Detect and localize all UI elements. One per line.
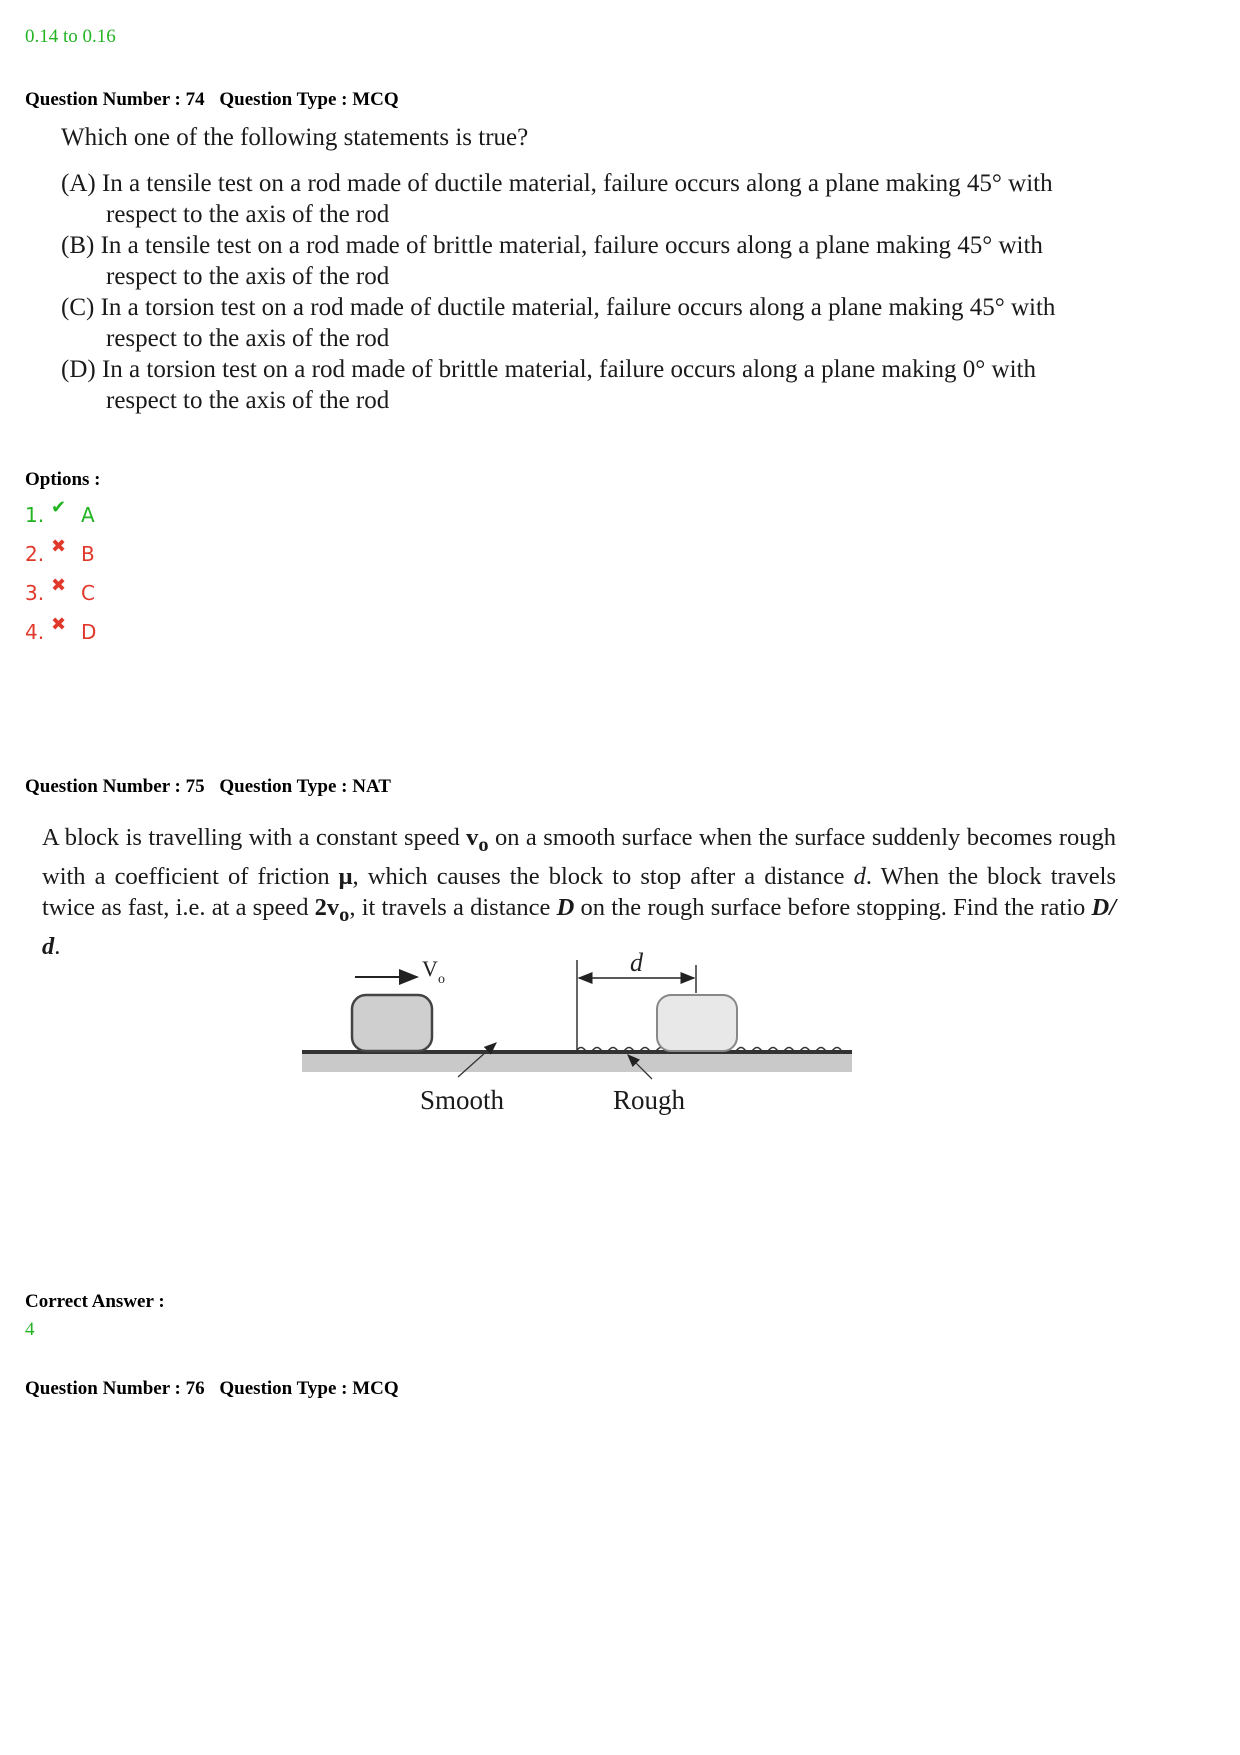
q75-answer-value: 4 bbox=[25, 1319, 35, 1340]
q74-statement-a: (A) In a tensile test on a rod made of ductile material, failure occurs along a plane making 45° with bbox=[61, 170, 1053, 197]
q75-header bbox=[25, 776, 401, 798]
block-rough bbox=[657, 995, 737, 1051]
q76-type: Question Type : MCQ bbox=[219, 1378, 399, 1399]
q76-number: Question Number : 76 bbox=[25, 1378, 205, 1399]
velocity-subscript: o bbox=[438, 972, 445, 987]
rough-label: Rough bbox=[613, 1085, 686, 1115]
q74-type: Question Type : MCQ bbox=[219, 89, 399, 110]
option-number: 1. bbox=[25, 502, 45, 527]
q75-type: Question Type : NAT bbox=[219, 776, 391, 797]
q74-options-label: Options : bbox=[25, 469, 101, 490]
option-2 bbox=[25, 534, 96, 573]
option-number: 3. bbox=[25, 580, 45, 605]
q74-header bbox=[25, 89, 409, 111]
check-icon: ✔ bbox=[51, 497, 67, 518]
option-3 bbox=[25, 573, 96, 612]
option-1 bbox=[25, 495, 96, 534]
q74-statement-b: (B) In a tensile test on a rod made of brittle material, failure occurs along a plane making 45° with bbox=[61, 232, 1043, 259]
option-label: A bbox=[81, 502, 95, 527]
cross-icon: ✖ bbox=[51, 536, 67, 557]
option-label: D bbox=[81, 619, 97, 644]
q74-statement-d-cont: respect to the axis of the rod bbox=[106, 387, 390, 414]
option-label: B bbox=[81, 541, 95, 566]
distance-label: d bbox=[630, 948, 643, 977]
q74-statement-c: (C) In a torsion test on a rod made of ductile material, failure occurs along a plane making 45° with bbox=[61, 294, 1056, 321]
q74-stem: Which one of the following statements is true? bbox=[61, 124, 529, 151]
q74-statement-a-cont: respect to the axis of the rod bbox=[106, 201, 390, 228]
option-number: 4. bbox=[25, 619, 45, 644]
cross-icon: ✖ bbox=[51, 575, 67, 596]
cross-icon: ✖ bbox=[51, 614, 67, 635]
previous-answer: 0.14 to 0.16 bbox=[25, 26, 116, 47]
q74-statement-c-cont: respect to the axis of the rod bbox=[106, 325, 390, 352]
option-4 bbox=[25, 612, 96, 651]
q75-answer-label: Correct Answer : bbox=[25, 1291, 165, 1312]
q74-statement-d: (D) In a torsion test on a rod made of brittle material, failure occurs along a plane making 0° with bbox=[61, 356, 1036, 383]
block-smooth bbox=[352, 995, 432, 1051]
q75-stem: A block is travelling with a constant speed $v_o$ on a smooth surface when the surface suddenly becomes rough with a coefficient of friction μ, which causes the block to stop after a distance d. When the block travels twice as fast, i.e. at a speed $2v_o$, it travels a distance D on the rough surface before stopping. Find the ratio D/ d. bbox=[42, 824, 1116, 960]
q74-statement-b-cont: respect to the axis of the rod bbox=[106, 263, 390, 290]
velocity-label: V bbox=[422, 956, 438, 981]
q76-header bbox=[25, 1378, 409, 1400]
block-friction-figure bbox=[300, 945, 860, 1120]
ground-surface bbox=[302, 1054, 852, 1072]
smooth-label: Smooth bbox=[420, 1085, 505, 1115]
q74-number: Question Number : 74 bbox=[25, 89, 205, 110]
option-label: C bbox=[81, 580, 95, 605]
q74-options-list bbox=[25, 495, 96, 651]
q75-number: Question Number : 75 bbox=[25, 776, 205, 797]
option-number: 2. bbox=[25, 541, 45, 566]
